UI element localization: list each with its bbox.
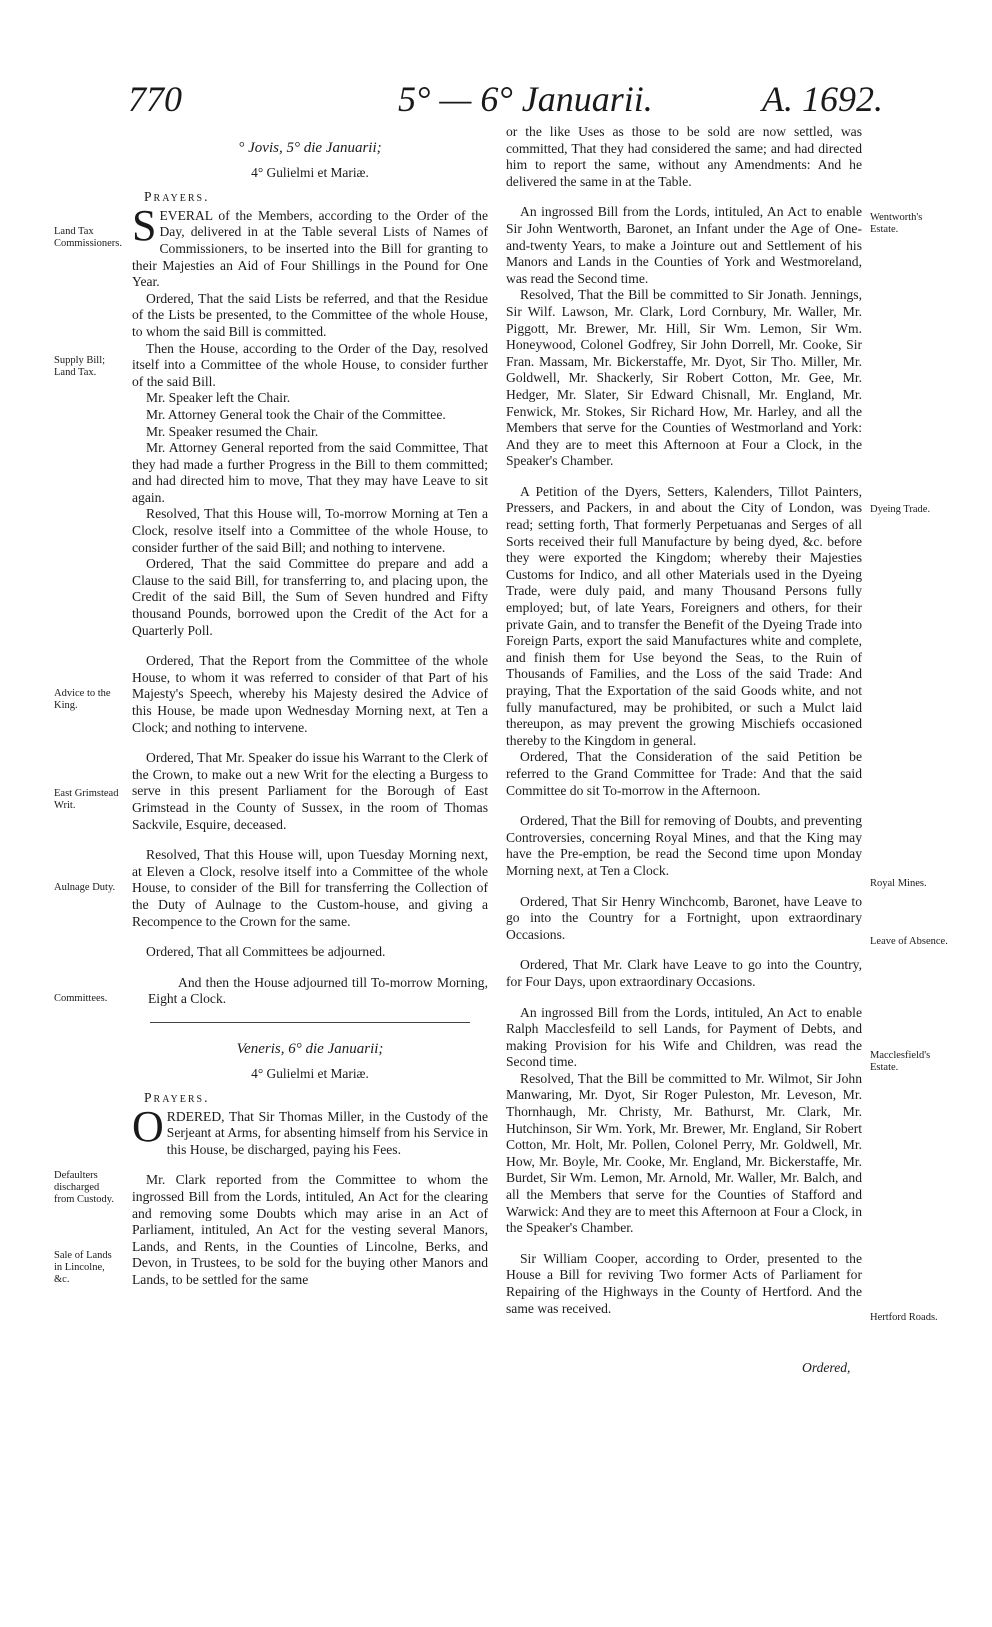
paragraph: An ingrossed Bill from the Lords, intituled, An Act to enable Ralph Macclesfeild to sell Lands, for Payment of Debts, and making Provision for his Wife and Children, was read the Second time.	[506, 1004, 862, 1070]
paragraph: Resolved, That the Bill be committed to Sir Jonath. Jennings, Sir Wilf. Lawson, Mr. Clark, Lord Cornbury, Mr. Waller, Mr. Piggott, Mr. Brewer, Mr. Hill, Sir Wm. Lemon, Sir Wm. Honeywood, Colonel Godfrey, Sir John Dorrell, Mr. Cooke, Sir Fran. Massam, Mr. Bickerstaffe, Mr. Dyot, Sir Tho. Miller, Mr. Goldwell, Mr. Shackerly, Sir Robert Cotton, Mr. Gee, Mr. Hedger, Mr. Slater, Sir Edward Chisnall, Mr. England, Mr. Fenwick, Mr. Stokes, Sir Richard How, Mr. Harley, and all the Members that serve for the Counties of Westmorland and York: And they are to meet this Afternoon at Four a Clock, in the Speaker's Chamber.	[506, 287, 862, 469]
paragraph: Resolved, That the Bill be committed to Mr. Wilmot, Sir John Manwaring, Mr. Dyot, Sir Roger Puleston, Mr. Leveson, Mr. Thornhaugh, Mr. Christy, Mr. Bathurst, Mr. Clark, Mr. Hutchinson, Sir Wm. York, Mr. Brewer, Mr. England, Sir Robert Cotton, Mr. Holt, Mr. Pollen, Colonel Perry, Mr. Goldwell, Mr. How, Mr. Boyle, Mr. Cooke, Mr. England, Mr. Bickerstaffe, Mr. Burdet, Sir Wm. Lemon, Mr. Arnold, Mr. Waller, Mr. Balch, and all the Members that serve for the Counties of Stafford and Warwick: And they are to meet this Afternoon at Four a Clock, in the Speaker's Chamber.	[506, 1070, 862, 1236]
margin-note-sale: Sale of Lands in Lincolne, &c.	[54, 1250, 112, 1285]
day-heading-jovis: ° Jovis, 5° die Januarii;	[238, 140, 382, 156]
margin-note-advice: Advice to the King.	[54, 688, 111, 711]
paragraph: Resolved, That this House will, upon Tuesday Morning next, at Eleven a Clock, resolve itself into a Committee of the whole House, to consider of the Bill for transferring the Collection of the Duty of Aulnage to the Custom-house, and giving a Recompence to the Crown for the same.	[132, 847, 488, 929]
prayers-heading: Prayers.	[144, 1090, 210, 1106]
section-divider	[150, 1022, 470, 1023]
drop-capital: O	[132, 1101, 164, 1151]
left-column	[132, 124, 488, 1289]
reign-line: 4° Gulielmi et Mariæ.	[251, 1065, 369, 1081]
margin-note-grimstead: East Grimstead Writ.	[54, 788, 119, 811]
margin-note-wentworth: Wentworth's Estate.	[870, 212, 923, 235]
paragraph: Ordered, That the Report from the Committee of the whole House, to whom it was referred to consider of that Part of his Majesty's Speech, whereby his Majesty desired the Advice of this House, be made upon Wednesday Morning next, at Ten a Clock; and nothing to intervene.	[132, 653, 488, 735]
day-heading-veneris: Veneris, 6° die Januarii;	[236, 1040, 384, 1057]
paragraph: RDERED, That Sir Thomas Miller, in the Custody of the Serjeant at Arms, for absenting himself from his Service in this House, be discharged, paying his Fees.	[166, 1108, 488, 1157]
margin-note-land-tax: Land Tax Commissioners.	[54, 226, 122, 249]
paragraph: Mr. Clark reported from the Committee to whom the ingrossed Bill from the Lords, intituled, An Act for the clearing and removing some Doubts which may arise in an Act of Parliament, intituled, An Act for the vesting several Manors, Lands, and Rents, in the Counties of Lincolne, Berks, and Devon, in Trustees, to be sold for the buying other Manors and Lands, to be settled for the same	[132, 1172, 488, 1288]
paragraph: Mr. Attorney General reported from the said Committee, That they had made a further Progress in the Bill to them committed; and had directed him to move, That they may have Leave to sit again.	[132, 440, 488, 505]
paragraph: Mr. Speaker left the Chair.	[146, 390, 291, 406]
paragraph: Mr. Speaker resumed the Chair.	[146, 423, 319, 439]
right-column	[506, 124, 862, 1317]
paragraph: Ordered, That the said Committee do prepare and add a Clause to the said Bill, for transferring to, and placing upon, the Credit of the said Bill, the Sum of Seven hundred and Fifty thousand Pounds, borrowed upon the Credit of the Act for a Quarterly Poll.	[132, 556, 488, 638]
page-number: 770	[128, 79, 182, 119]
margin-note-macclesfield: Macclesfield's Estate.	[870, 1050, 931, 1073]
paragraph: Sir William Cooper, according to Order, presented to the House a Bill for reviving Two former Acts of Parliament for Repairing of the Highways in the County of Hertford. And the same was received.	[506, 1250, 862, 1316]
paragraph: or the like Uses as those to be sold are now settled, was committed, That they had considered the same; and had directed him to report the same, without any Amendments: And he delivered the same in at the Table.	[506, 124, 862, 189]
paragraph: Ordered, That Sir Henry Winchcomb, Baronet, have Leave to go into the Country for a Fortnight, upon extraordinary Occasions.	[506, 893, 862, 942]
paragraph: Resolved, That this House will, To-morrow Morning at Ten a Clock, resolve itself into a Committee of the whole House, to consider further of the said Bill; and nothing to intervene.	[132, 506, 488, 555]
page-dates: 5° — 6° Januarii.	[398, 79, 653, 119]
paragraph: Ordered, That all Committees be adjourned.	[146, 944, 386, 960]
paragraph: An ingrossed Bill from the Lords, intituled, An Act to enable Sir John Wentworth, Baronet, an Infant under the Age of One-and-twenty Years, to make a Jointure out and Settlement of his Manors and Lands in the Counties of York and Westmoreland, was read the Second time.	[506, 204, 862, 286]
paragraph: EVERAL of the Members, according to the Order of the Day, delivered in at the Table several Lists of Names of Commissioners, to be inserted into the Bill for granting to their Majesties an Aid of Four Shillings in the Pound for One Year.	[132, 207, 488, 290]
margin-note-leave: Leave of Absence.	[870, 936, 948, 947]
paragraph: Then the House, according to the Order of the Day, resolved itself into a Committee of the whole House, to consider further of the said Bill.	[132, 340, 488, 389]
page-year: A. 1692.	[762, 79, 883, 119]
paragraph: A Petition of the Dyers, Setters, Kalenders, Tillot Painters, Pressers, and Packers, in and about the City of London, was read; setting forth, That formerly Perpetuanas and Serges of all Sorts received their full Manufacture by being dyed, &c. before they were exported the Kingdom; whereby their Majesties Customs for Indico, and all other Materials used in the Dyeing Trade, were duly paid, and many Thousand Persons fully employed; but, of late Years, Foreigners and others, for their private Gain, and to transfer the Benefit of the Dyeing Trade into Foreign Parts, export the said Manufactures white and complete, and finish them for Use beyond the Seas, to the Ruin of Thousands of Families, and the Loss of the said Trade: And praying, That the Exportation of the said Goods white, and not fully manufactured, may be prohibited, or such a Mulct laid thereupon, as may prevent the growing Mischiefs occasioned thereby to the Kingdom in general.	[506, 483, 862, 748]
drop-capital: S	[132, 200, 157, 250]
margin-note-mines: Royal Mines.	[870, 878, 927, 889]
adjournment: And then the House adjourned till To-morrow Morning, Eight a Clock.	[148, 974, 488, 1007]
paragraph: Mr. Attorney General took the Chair of the Committee.	[146, 406, 446, 422]
catchword: Ordered,	[802, 1360, 851, 1375]
margin-note-supply: Supply Bill; Land Tax.	[54, 355, 106, 378]
reign-line: 4° Gulielmi et Mariæ.	[251, 164, 369, 180]
margin-note-hertford: Hertford Roads.	[870, 1312, 938, 1323]
margin-note-defaulters: Defaulters discharged from Custody.	[54, 1170, 114, 1205]
margin-note-aulnage: Aulnage Duty.	[54, 882, 116, 893]
paragraph: Ordered, That the Consideration of the said Petition be referred to the Grand Committee for Trade: And that the said Committee do sit To-morrow in the Afternoon.	[506, 749, 862, 798]
margin-note-dyeing: Dyeing Trade.	[870, 504, 931, 515]
paragraph: Ordered, That Mr. Speaker do issue his Warrant to the Clerk of the Crown, to make out a new Writ for the electing a Burgess to serve in this present Parliament for the Borough of East Grimstead in the County of Sussex, in the room of Thomas Sackvile, Esquire, deceased.	[132, 750, 488, 832]
paragraph: Ordered, That Mr. Clark have Leave to go into the Country, for Four Days, upon extraordinary Occasions.	[506, 957, 862, 989]
paragraph: Ordered, That the Bill for removing of Doubts, and preventing Controversies, concerning Royal Mines, and that the King may have the Pre-emption, be read the Second time upon Monday Morning next, at Ten a Clock.	[506, 813, 862, 878]
margin-note-committees: Committees.	[54, 993, 108, 1004]
page-header	[0, 78, 992, 128]
prayers-heading: Prayers.	[144, 189, 210, 205]
paragraph: Ordered, That the said Lists be referred, and that the Residue of the Lists be presented, to the Committee of the whole House, to whom the said Bill is committed.	[132, 290, 488, 339]
